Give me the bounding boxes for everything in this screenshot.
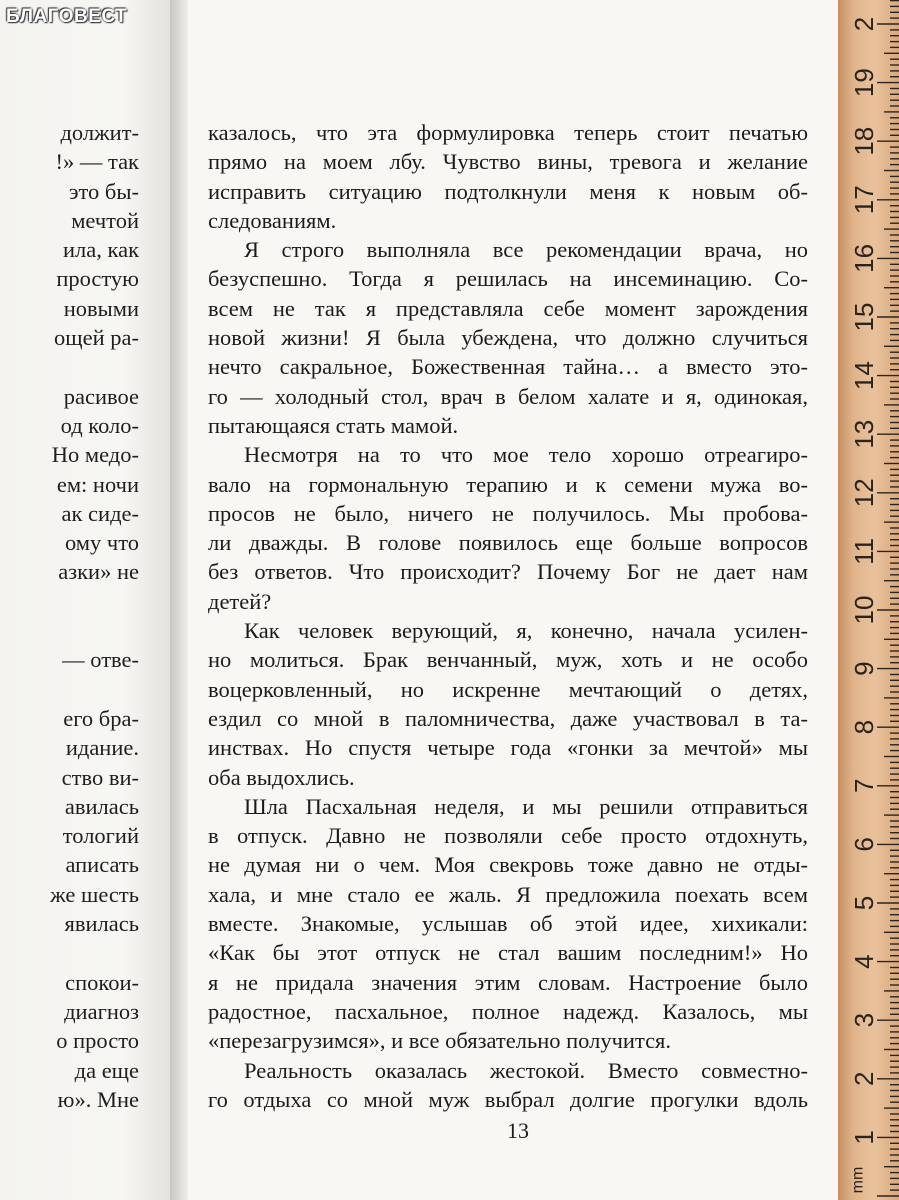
left-page-text — [0, 118, 139, 1114]
left-page-line: ю». Мне — [57, 1086, 139, 1112]
text-line: следованиям. — [208, 207, 337, 233]
left-page-line: ство ви- — [61, 764, 139, 790]
text-line: просов не было, ничего не получилось. Мы пробова- — [208, 500, 808, 526]
ruler-number: 2 — [849, 16, 879, 32]
ruler-number: 17 — [849, 185, 879, 215]
left-page-line: ак сиде- — [61, 500, 139, 526]
left-page-line: ощей ра- — [54, 325, 139, 351]
ruler-number: 2 — [849, 1071, 879, 1087]
text-line: воцерковленный, но искренне мечтающий о детях, — [208, 676, 808, 702]
text-line: но молиться. Брак венчанный, муж, хоть и не особо — [208, 647, 808, 673]
ruler-number: 3 — [849, 1012, 879, 1028]
ruler-number: 4 — [849, 954, 879, 969]
ruler-number: 13 — [849, 419, 879, 449]
text-line: казалось, что эта формулировка теперь стоит печатью — [208, 120, 808, 145]
ruler-number: 12 — [849, 478, 879, 508]
text-line: пытающаяся стать мамой. — [208, 412, 459, 438]
text-line: вало на гормональную терапию и к семени мужа во- — [208, 471, 808, 497]
ruler-number: 7 — [849, 778, 879, 794]
left-page-line: диагноз — [64, 998, 139, 1024]
ruler-number: 18 — [849, 126, 879, 156]
left-page-line: спокои- — [65, 969, 139, 995]
text-line: «Как бы этот отпуск не стал вашим последним!» Но — [208, 940, 808, 966]
text-line: го отдыха со мной муж выбрал долгие прогулки вдоль — [208, 1086, 808, 1112]
left-page-line: о просто — [56, 1028, 139, 1054]
text-line: всем не так я представляла себе момент зарождения — [208, 295, 808, 321]
left-page-line: идание. — [65, 735, 139, 761]
text-line: новой жизни! Я была убеждена, что должно случиться — [208, 325, 808, 351]
text-line: в отпуск. Давно не позволяли себе просто отдохнуть, — [208, 823, 808, 849]
left-page-line: же шесть — [50, 881, 139, 907]
ruler-unit-label: mm — [849, 1166, 867, 1194]
left-page-line: это бы- — [68, 178, 139, 204]
text-line: ли дважды. В голове появилось еще больше вопросов — [208, 530, 808, 556]
ruler-number: 5 — [849, 895, 879, 911]
ruler-number: 1 — [849, 1130, 879, 1145]
text-line: детей? — [208, 588, 272, 614]
left-page-line: мечтой — [71, 207, 139, 233]
text-line: Реальность оказалась жестокой. Вместо совместно- — [244, 1057, 808, 1083]
left-page-line — [0, 675, 139, 704]
left-page-line: новыми — [63, 295, 139, 321]
text-line: ездил со мной в паломничества, даже участвовал в та- — [208, 705, 808, 731]
text-line: радостное, пасхальное, полное надежд. Казалось, мы — [208, 998, 808, 1024]
left-page-line: !» — так — [55, 149, 139, 175]
left-page-line — [0, 616, 139, 645]
page-body-text — [208, 118, 808, 1114]
ruler-number: 16 — [849, 243, 879, 273]
left-page-line: ому что — [64, 530, 139, 556]
text-line: я не придала значения этим словам. Настроение было — [208, 969, 808, 995]
text-line: Я строго выполняла все рекомендации врача, но — [244, 237, 808, 263]
text-line: Шла Пасхальная неделя, и мы решили отправиться — [244, 793, 808, 819]
watermark-logo: БЛАГОВЕСТ — [6, 6, 128, 27]
left-page-line: азки» не — [58, 559, 139, 585]
ruler-number: 10 — [849, 595, 879, 625]
left-page-line: его бра- — [63, 705, 139, 731]
left-page-line: тологий — [62, 823, 139, 849]
left-page-line: Но медо- — [51, 442, 139, 468]
ruler-scale — [838, 0, 899, 1200]
text-line: инствах. Но спустя четыре года «гонки за мечтой» мы — [208, 735, 808, 761]
text-line: хала, и мне стало ее жаль. Я предложила поехать всем — [208, 881, 808, 907]
text-line: «перезагрузимся», и все обязательно получится. — [208, 1028, 672, 1054]
right-page — [188, 0, 848, 1200]
left-page-line: простую — [56, 266, 139, 292]
ruler-number: 6 — [849, 837, 879, 852]
left-page-line: од коло- — [60, 412, 139, 438]
left-page-line: явилась — [64, 911, 139, 937]
ruler — [838, 0, 899, 1200]
ruler-number: 14 — [849, 361, 879, 391]
page-number: 13 — [507, 1118, 529, 1143]
text-line: Несмотря на то что мое тело хорошо отреагиро- — [244, 442, 808, 468]
left-page-line: аписать — [65, 852, 139, 878]
text-line: Как человек верующий, я, конечно, начала усилен- — [244, 618, 808, 644]
left-page-line: расивое — [63, 383, 139, 409]
left-page-line — [0, 587, 139, 616]
text-line: без ответов. Что происходит? Почему Бог не дает нам — [208, 559, 808, 585]
left-page — [0, 0, 175, 1200]
ruler-number: 15 — [849, 302, 879, 332]
ruler-number: 9 — [849, 661, 879, 676]
left-page-line: ем: ночи — [56, 471, 139, 497]
left-page-line: должит- — [60, 120, 139, 145]
ruler-number: 8 — [849, 719, 879, 735]
left-page-line: авилась — [64, 793, 139, 819]
text-line: вместе. Знакомые, услышав об этой идее, хихикали: — [208, 911, 808, 937]
text-line: не думая ни о чем. Моя свекровь тоже давно не отды- — [208, 852, 808, 878]
text-line: го — холодный стол, врач в белом халате и я, одинокая, — [208, 383, 808, 409]
ruler-number: 19 — [849, 68, 879, 98]
text-line: исправить ситуацию подтолкнули меня к новым об- — [208, 178, 808, 204]
left-page-line: да еще — [74, 1057, 139, 1083]
text-line: оба выдохлись. — [208, 764, 355, 790]
text-line: прямо на моем лбу. Чувство вины, тревога и желание — [208, 149, 808, 175]
left-page-line — [0, 352, 139, 381]
left-page-line — [0, 938, 139, 967]
ruler-number: 11 — [849, 537, 879, 565]
text-line: безуспешно. Тогда я решилась на инсеминацию. Со- — [208, 266, 808, 292]
left-page-line: ила, как — [62, 237, 139, 263]
text-line: нечто сакральное, Божественная тайна… а вместо это- — [208, 354, 808, 380]
left-page-line: — отве- — [62, 647, 139, 673]
